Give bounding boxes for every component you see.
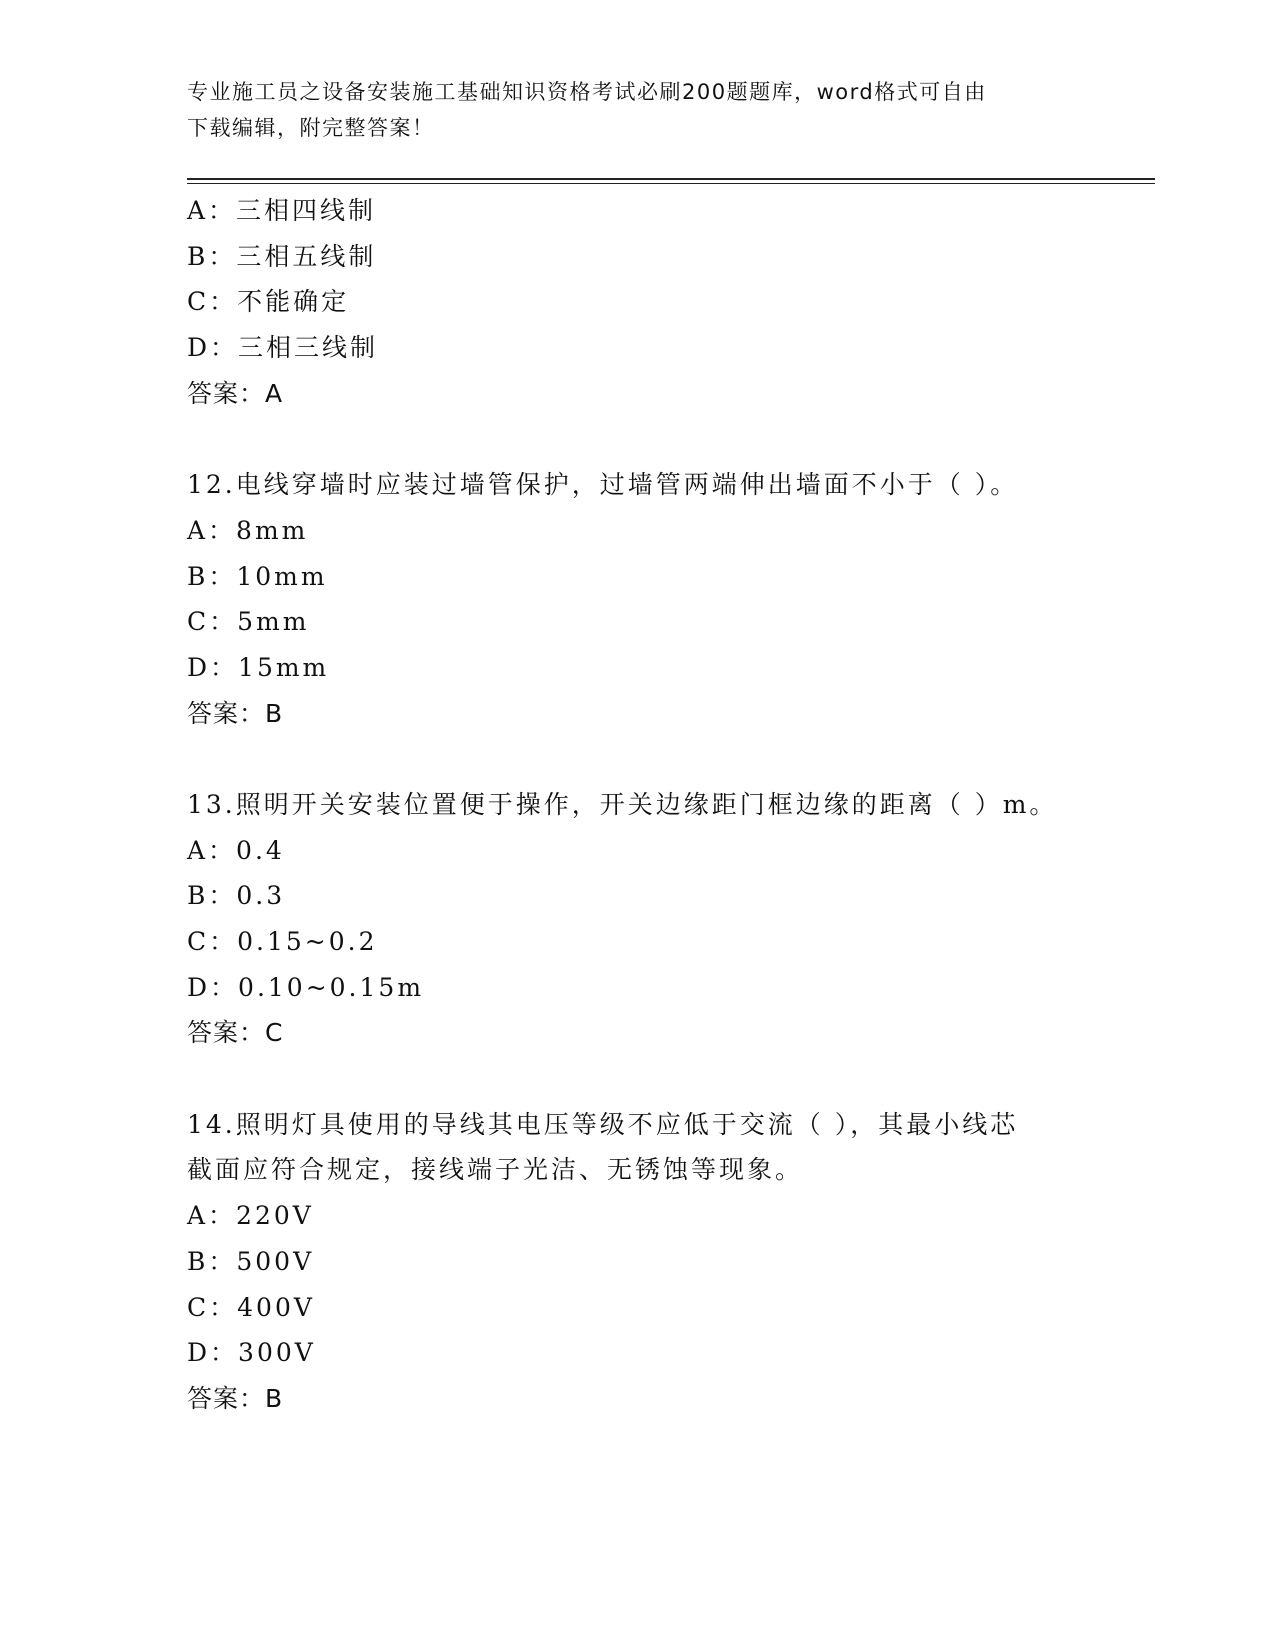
option-d: D：300V <box>187 1338 316 1368</box>
option-c: C：5mm <box>187 607 310 637</box>
question-11 <box>187 188 1087 416</box>
document-header <box>187 74 1067 146</box>
question-stem: 12.电线穿墙时应装过墙管保护，过墙管两端伸出墙面不小于（ ）。 <box>187 470 1019 500</box>
question-stem: 13.照明开关安装位置便于操作，开关边缘距门框边缘的距离（ ）m。 <box>187 789 1058 819</box>
question-stem-line-2: 截面应符合规定，接线端子光洁、无锈蚀等现象。 <box>187 1155 804 1185</box>
option-a: A：三相四线制 <box>187 196 377 225</box>
option-a: A：220V <box>187 1201 314 1231</box>
answer: 答案：A <box>187 378 284 408</box>
option-c: C：0.15~0.2 <box>187 927 378 956</box>
option-b: B：10mm <box>187 561 328 591</box>
option-d: D：15mm <box>187 652 330 682</box>
option-b: B：0.3 <box>187 881 286 911</box>
header-divider-thick <box>187 178 1155 180</box>
spacer <box>187 736 1087 782</box>
header-divider-thin <box>187 183 1155 184</box>
option-c: C：400V <box>187 1292 315 1322</box>
answer: 答案：C <box>187 1018 284 1048</box>
spacer <box>187 416 1087 462</box>
answer: 答案：B <box>187 698 284 728</box>
question-14 <box>187 1102 1087 1422</box>
question-stem-line-1: 14.照明灯具使用的导线其电压等级不应低于交流（ ），其最小线芯 <box>187 1109 1019 1139</box>
option-d: D：0.10~0.15m <box>187 972 425 1002</box>
option-b: B：三相五线制 <box>187 241 377 271</box>
option-d: D：三相三线制 <box>187 333 379 363</box>
question-12 <box>187 462 1087 736</box>
option-b: B：500V <box>187 1246 315 1276</box>
question-13 <box>187 782 1087 1056</box>
header-line-1: 专业施工员之设备安装施工基础知识资格考试必刷200题题库，word格式可自由 <box>187 80 987 104</box>
question-list <box>187 188 1087 1422</box>
header-line-2: 下载编辑，附完整答案！ <box>187 116 435 140</box>
answer: 答案：B <box>187 1383 284 1413</box>
spacer <box>187 1056 1087 1102</box>
option-a: A：8mm <box>187 515 309 545</box>
option-c: C：不能确定 <box>187 287 350 317</box>
option-a: A：0.4 <box>187 835 285 865</box>
